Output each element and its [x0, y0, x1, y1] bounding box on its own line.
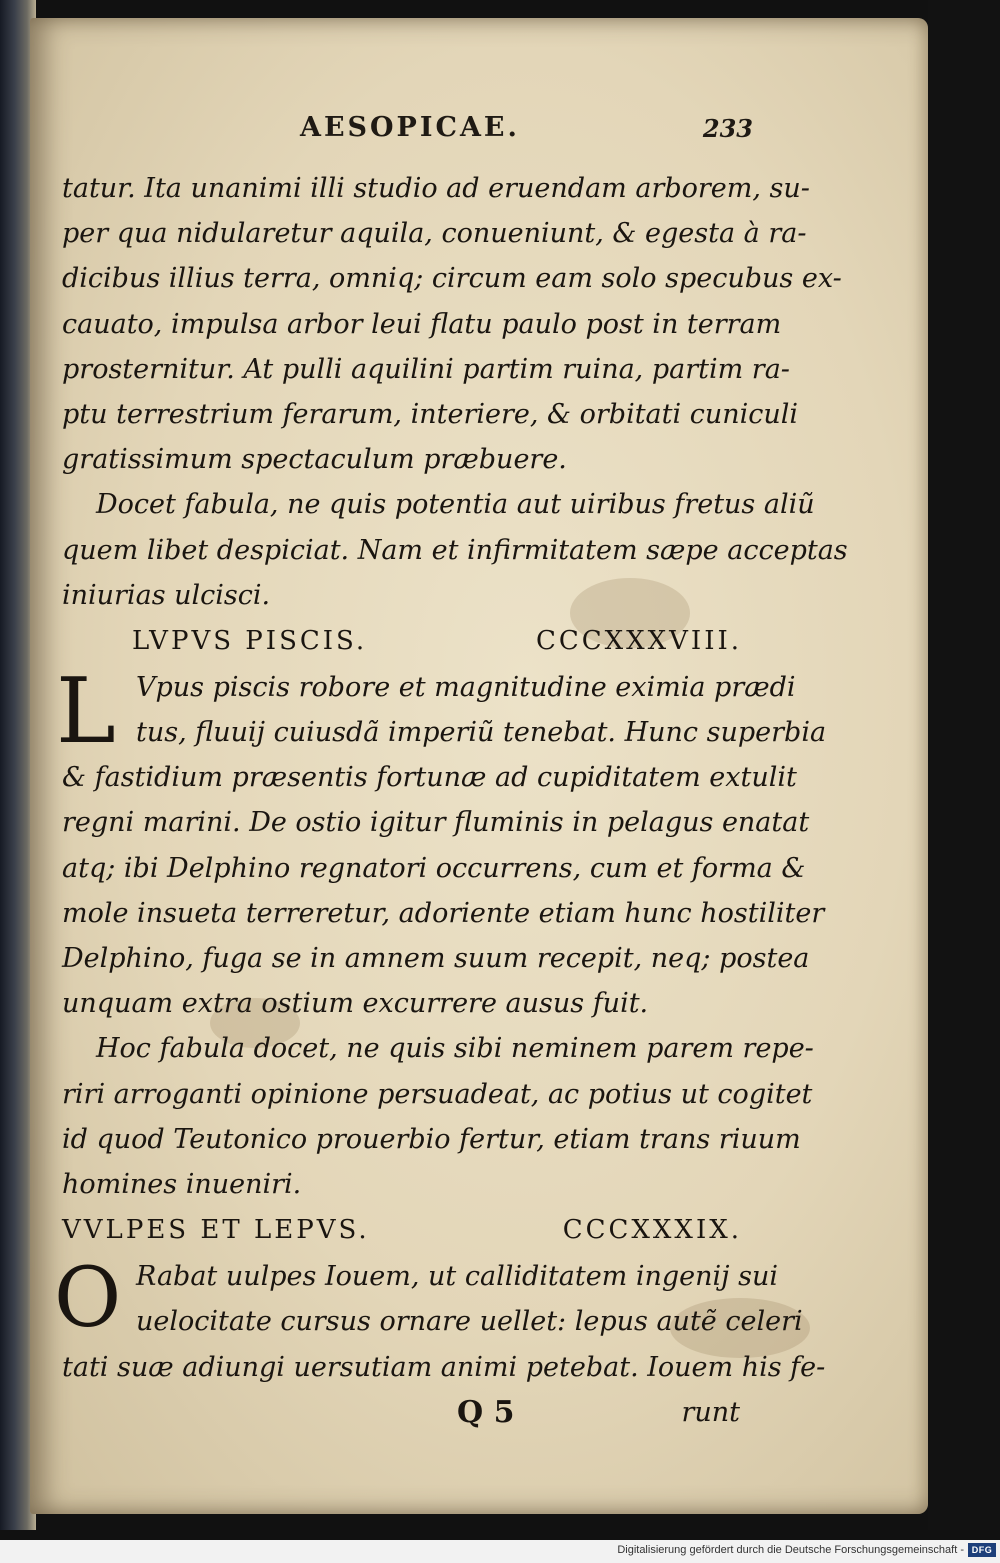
text-line: tus, fluuij cuiusdã imperiũ tenebat. Hunc superbia	[136, 717, 827, 749]
fable-body	[56, 658, 827, 1027]
catchword: runt	[681, 1396, 740, 1428]
text-line: atq; ibi Delphino regnatori occurrens, cum et forma &	[62, 852, 806, 884]
text-line: Rabat uulpes Iouem, ut calliditatem ingenij sui	[136, 1261, 779, 1293]
fable-title: LVPVS PISCIS.	[132, 625, 368, 656]
drop-initial: O	[54, 1251, 122, 1347]
moral-line: id quod Teutonico prouerbio fertur, etiam trans riuum	[62, 1123, 801, 1155]
text-line: prosternitur. At pulli aquilini partim ruina, partim ra-	[62, 353, 790, 385]
moral-line: Hoc fabula docet, ne quis sibi neminem parem repe-	[96, 1033, 814, 1065]
text-block	[54, 166, 848, 1436]
signature-mark: Q 5	[457, 1394, 515, 1430]
running-title: AESOPICAE.	[300, 112, 520, 143]
fable-number: CCCXXXIX.	[562, 1215, 742, 1246]
page-header	[60, 112, 753, 152]
dfg-logo: DFG	[968, 1543, 996, 1557]
text-line: & fastidium præsentis fortunæ ad cupiditatem extulit	[62, 762, 797, 794]
fable-heading	[62, 1207, 742, 1254]
drop-initial: L	[56, 658, 116, 764]
text-line: Vpus piscis robore et magnitudine eximia prædi	[136, 671, 796, 703]
text-line: per qua nidularetur aquila, conueniunt, & egesta à ra-	[62, 218, 807, 250]
page-number: 233	[702, 114, 753, 143]
fable-body	[54, 1251, 826, 1390]
text-line: cauato, impulsa arbor leui flatu paulo post in terram	[62, 308, 782, 340]
moral-line: Docet fabula, ne quis potentia aut uiribus fretus aliũ	[96, 489, 815, 521]
text-line: regni marini. De ostio igitur fluminis in pelagus enatat	[62, 807, 810, 839]
moral-line: riri arroganti opinione persuadeat, ac potius ut cogitet	[62, 1078, 813, 1110]
moral-line: homines inueniri.	[62, 1168, 302, 1200]
text-line: ptu terrestrium ferarum, interiere, & orbitati cuniculi	[62, 398, 799, 430]
text-line: uelocitate cursus ornare uellet: lepus autẽ celeri	[136, 1306, 803, 1338]
text-line: mole insueta terreretur, adoriente etiam hunc hostiliter	[62, 897, 825, 929]
moral-line: quem libet despiciat. Nam et infirmitatem sæpe acceptas	[62, 534, 848, 566]
scan-background-right	[928, 0, 1000, 1530]
fable-heading	[62, 618, 742, 665]
moral-line: iniurias ulcisci.	[62, 579, 271, 611]
page-footer	[62, 1390, 742, 1436]
text-line: dicibus illius terra, omniq; circum eam solo specubus ex-	[62, 263, 842, 295]
text-line: gratissimum spectaculum præbuere.	[62, 444, 567, 476]
digitization-credit: Digitalisierung gefördert durch die Deutsche Forschungsgemeinschaft -	[617, 1544, 964, 1556]
fable-number: CCCXXXVIII.	[535, 625, 742, 656]
text-line: tati suæ adiungi uersutiam animi petebat. Iouem his fe-	[62, 1351, 826, 1383]
text-line: tatur. Ita unanimi illi studio ad eruendam arborem, su-	[62, 173, 810, 204]
fable-title: VVLPES ET LEPVS.	[62, 1215, 370, 1246]
text-line: Delphino, fuga se in amnem suum recepit, neq; postea	[62, 943, 810, 974]
text-line: unquam extra ostium excurrere ausus fuit.	[62, 988, 649, 1020]
